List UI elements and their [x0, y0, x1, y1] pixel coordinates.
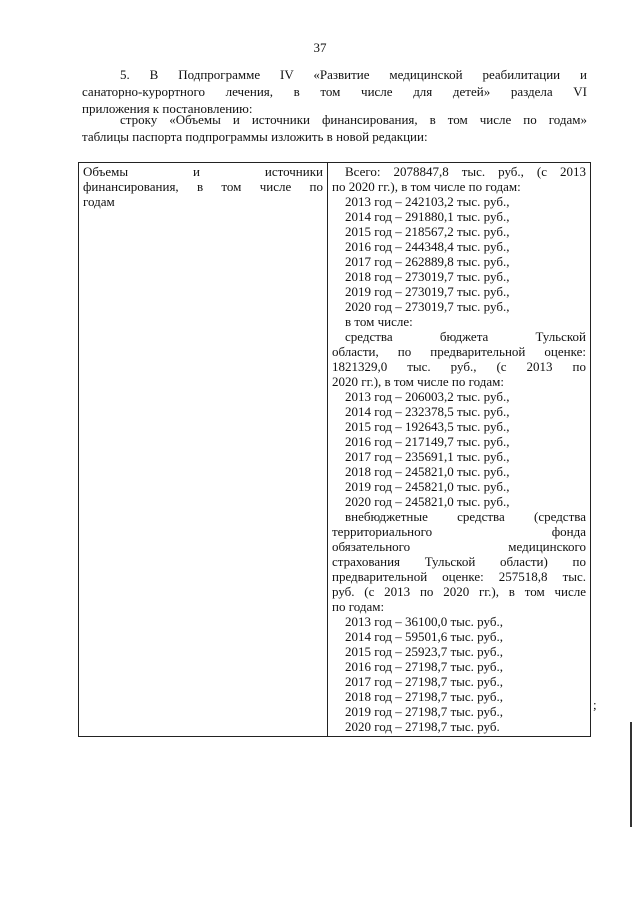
offbudget-year: 2017 год – 27198,7 тыс. руб., — [345, 674, 503, 689]
offbudget-year: 2015 год – 25923,7 тыс. руб., — [345, 644, 503, 659]
total-line-2: по 2020 гг.), в том числе по годам: — [332, 179, 521, 194]
label-line-2: финансирования, в том числе по — [83, 179, 323, 194]
total-year: 2015 год – 218567,2 тыс. руб., — [345, 224, 510, 239]
offbudget-line-3: обязательного медицинского — [332, 539, 586, 554]
budget-year: 2015 год – 192643,5 тыс. руб., — [345, 419, 510, 434]
trailing-semicolon: ; — [593, 697, 597, 712]
budget-year: 2016 год – 217149,7 тыс. руб., — [345, 434, 510, 449]
offbudget-year: 2016 год – 27198,7 тыс. руб., — [345, 659, 503, 674]
intro-line-2: санаторно-курортного лечения, в том числе для детей» раздела VI — [82, 84, 587, 99]
total-year: 2014 год – 291880,1 тыс. руб., — [345, 209, 510, 224]
scan-margin-line — [630, 722, 632, 827]
offbudget-line-2: территориального фонда — [332, 524, 586, 539]
intro-line-3: приложения к постановлению: — [82, 101, 253, 116]
label-line-3: годам — [83, 194, 115, 209]
total-year: 2019 год – 273019,7 тыс. руб., — [345, 284, 510, 299]
instruction-line-2: таблицы паспорта подпрограммы изложить в новой редакции: — [82, 129, 428, 144]
offbudget-line-1: внебюджетные средства (средства — [345, 509, 586, 524]
total-year: 2018 год – 273019,7 тыс. руб., — [345, 269, 510, 284]
budget-year: 2013 год – 206003,2 тыс. руб., — [345, 389, 510, 404]
instruction-line-1: строку «Объемы и источники финансирования, в том числе по годам» — [120, 112, 587, 127]
budget-year: 2018 год – 245821,0 тыс. руб., — [345, 464, 510, 479]
budget-year: 2014 год – 232378,5 тыс. руб., — [345, 404, 510, 419]
incl-label: в том числе: — [345, 314, 413, 329]
total-year: 2017 год – 262889,8 тыс. руб., — [345, 254, 510, 269]
offbudget-year: 2018 год – 27198,7 тыс. руб., — [345, 689, 503, 704]
total-year: 2020 год – 273019,7 тыс. руб., — [345, 299, 510, 314]
offbudget-year: 2013 год – 36100,0 тыс. руб., — [345, 614, 503, 629]
budget-line-1: средства бюджета Тульской — [345, 329, 586, 344]
offbudget-year: 2014 год – 59501,6 тыс. руб., — [345, 629, 503, 644]
label-line-1: Объемы и источники — [83, 164, 323, 179]
page-number: 37 — [313, 40, 327, 55]
budget-line-2: области, по предварительной оценке: — [332, 344, 586, 359]
intro-paragraph — [82, 66, 587, 117]
offbudget-line-5: предварительной оценке: 257518,8 тыс. — [332, 569, 586, 584]
budget-year: 2020 год – 245821,0 тыс. руб., — [345, 494, 510, 509]
intro-line-1: 5. В Подпрограмме IV «Развитие медицинской реабилитации и — [120, 67, 587, 82]
budget-line-3: 1821329,0 тыс. руб., (с 2013 по — [332, 359, 586, 374]
total-year: 2016 год – 244348,4 тыс. руб., — [345, 239, 510, 254]
offbudget-line-7: по годам: — [332, 599, 385, 614]
budget-year: 2019 год – 245821,0 тыс. руб., — [345, 479, 510, 494]
instruction-paragraph — [82, 111, 587, 145]
row-label-cell — [79, 163, 328, 737]
offbudget-year: 2020 год – 27198,7 тыс. руб. — [345, 719, 500, 734]
total-line-1: Всего: 2078847,8 тыс. руб., (с 2013 — [345, 164, 586, 179]
row-value-cell — [328, 163, 591, 737]
total-year: 2013 год – 242103,2 тыс. руб., — [345, 194, 510, 209]
financing-table — [78, 162, 591, 737]
budget-year: 2017 год – 235691,1 тыс. руб., — [345, 449, 510, 464]
offbudget-line-6: руб. (с 2013 по 2020 гг.), в том числе — [332, 584, 586, 599]
table-row — [79, 163, 591, 737]
offbudget-year: 2019 год – 27198,7 тыс. руб., — [345, 704, 503, 719]
budget-line-4: 2020 гг.), в том числе по годам: — [332, 374, 504, 389]
offbudget-line-4: страхования Тульской области) по — [332, 554, 586, 569]
